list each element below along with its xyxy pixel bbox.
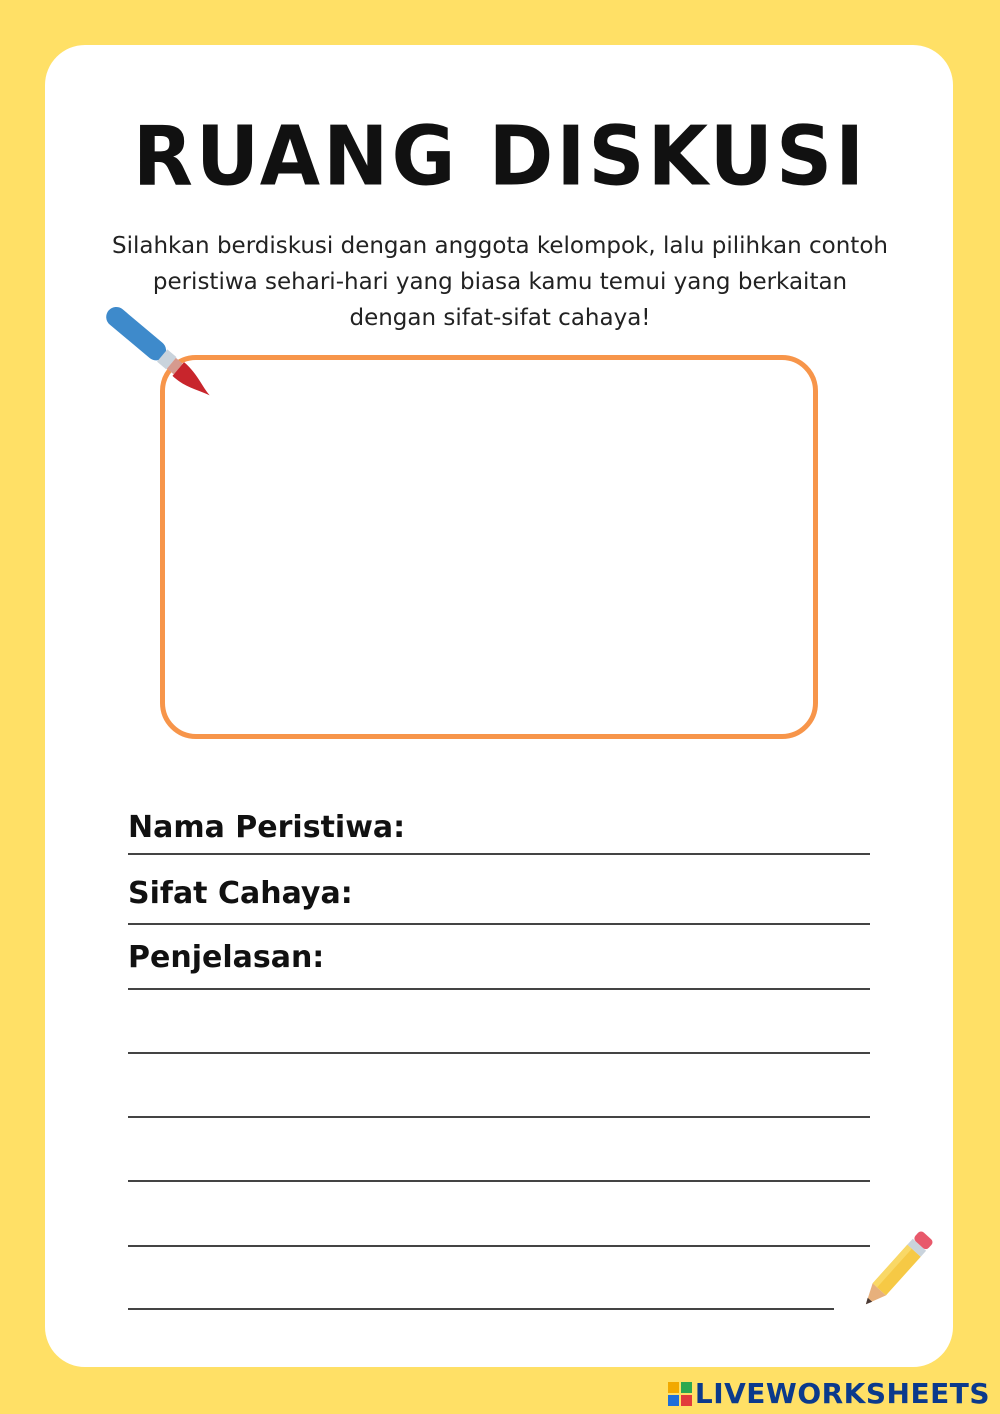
light-property-label: Sifat Cahaya: — [128, 876, 353, 911]
explanation-line[interactable] — [128, 1308, 834, 1310]
instruction-text: Silahkan berdiskusi dengan anggota kelompok, lalu pilihkan contoh peristiwa sehari-hari yang biasa kamu temui yang berkaitan dengan sifat-sifat cahaya! — [112, 233, 888, 331]
explanation-line[interactable] — [128, 1052, 870, 1054]
brand-name: LIVEWORKSHEETS — [694, 1377, 990, 1410]
worksheet-title: RUANG DISKUSI — [132, 109, 868, 205]
drawing-answer-box[interactable] — [160, 355, 818, 739]
event-name-label: Nama Peristiwa: — [128, 810, 406, 845]
explanation-line[interactable] — [128, 988, 870, 990]
paintbrush-icon — [100, 300, 220, 410]
pencil-icon — [848, 1228, 940, 1318]
event-name-line[interactable] — [128, 853, 870, 855]
liveworksheets-logo-icon — [668, 1382, 692, 1406]
light-property-line[interactable] — [128, 923, 870, 925]
explanation-line[interactable] — [128, 1116, 870, 1118]
explanation-line[interactable] — [128, 1245, 870, 1247]
explanation-label: Penjelasan: — [128, 940, 325, 975]
liveworksheets-brand — [668, 1377, 990, 1410]
explanation-line[interactable] — [128, 1180, 870, 1182]
